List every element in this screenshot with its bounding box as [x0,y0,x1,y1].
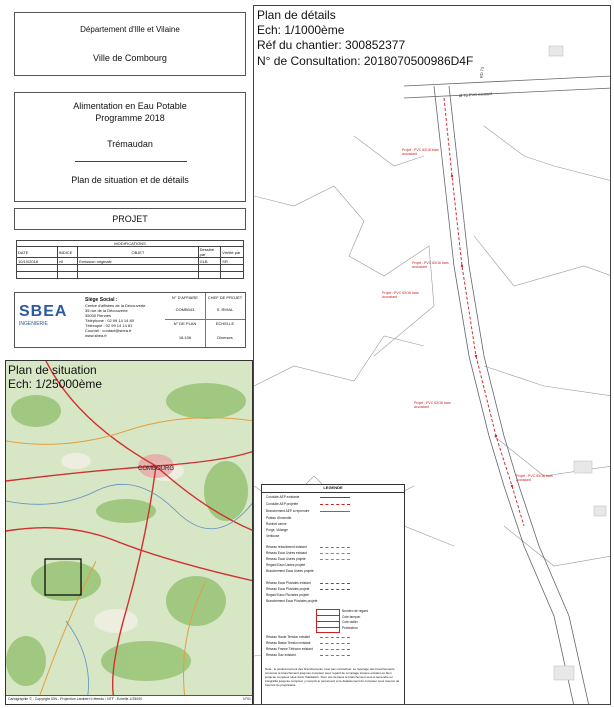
road-label-2: RD 73 [478,66,485,79]
cell [57,272,77,279]
legend-item: Poteau d'incendie [266,516,292,520]
detail-title: Plan de détails [257,8,336,22]
company-address [85,297,165,338]
cell: SR [221,258,244,265]
cell [221,272,244,279]
legend-item: Robinet vanne [266,522,287,526]
col-dessine: Dessiné par [198,247,221,258]
title-block [10,10,247,350]
chef-value: S. RIHAL [216,307,234,312]
situation-map-image [6,361,253,705]
detail-chantier: Réf du chantier: 300852377 [257,38,406,52]
legend-item: Réseau Basse Tension existant [266,641,311,645]
legend-line [320,547,350,548]
echelle-label: ECHELLE [215,321,235,326]
legend-item: Réseau Eaux Pluviales projeté [266,587,310,591]
location-label: Trémaudan [107,139,153,149]
address-line: Courriel : contact@sbea.fr [85,328,132,333]
projet-label: Projet : PVC 63/16 bars accostant [382,291,419,299]
legend-line [320,649,350,650]
cell: v0 [57,258,77,265]
annotation-label: Numéro de regard [342,609,368,613]
legend-item: Réseau Eaux Usées existant [266,551,307,555]
legend-line [320,497,350,498]
cell: GLB [198,258,221,265]
annotation-labels [342,609,368,631]
address-line: 35 rue de la Découverte [85,308,128,313]
table-row [17,258,244,265]
legend-item: Réseau Eaux Usées projeté [266,557,306,561]
annotation-box [316,609,340,633]
status-label: PROJET [112,214,148,224]
col-indice: INDICE [57,247,77,258]
plan-no-label: N° DE PLAN [173,321,197,326]
cell [78,272,198,279]
cell [221,265,244,272]
echelle-value: Diverses [217,335,233,340]
address-line: Télécopie : 02 99 14 14 81 [85,323,133,328]
legend-item: Regard Eaux Usées projeté [266,563,306,567]
legend-item: Conduite AEP projetée [266,502,299,506]
projet-label: Projet : PVC 63/16 bars accostant [402,148,439,156]
legend-item: Conduite AEP existante [266,495,300,499]
cell [17,272,58,279]
grid-line [165,319,245,320]
company-box [14,292,246,348]
legend-line [320,511,350,512]
detail-scale: Ech: 1/1000ème [257,23,345,37]
legend-item: Réseau Haute Tension existant [266,635,311,639]
projet-label: Projet : PVC 63/16 bars accostant [412,261,449,269]
legend-line [320,637,350,638]
legend-line [320,504,350,505]
cell [17,265,58,272]
commune-label: Ville de Combourg [93,53,167,63]
legend-title: LEGENDE [262,485,404,493]
legend-line [320,589,350,590]
legend-item: Réseau France Télécom existant [266,647,313,651]
project-info-grid [165,293,245,347]
legend-line [320,583,350,584]
situation-footer [6,695,253,704]
address-line: www.sbea.fr [85,333,107,338]
legend-item: Réseau Eaux Pluviales existant [266,581,311,585]
projet-label: Projet : PVC 63/16 bars accostant [516,474,553,482]
legend-item: Branchement Eaux Usées projeté [266,569,314,573]
cell [57,265,77,272]
legend-item: Regard Eaux Pluviales projeté [266,593,309,597]
detail-consultation: N° de Consultation: 2018070500986D4F [257,54,474,68]
legend-line [320,643,350,644]
situation-map [5,360,253,705]
legend-line [320,655,350,656]
table-header-row [17,247,244,258]
legend-line [320,559,350,560]
cell [198,272,221,279]
logo-subtitle: INGENIERIE [19,321,48,327]
plan-type-label: Plan de situation et de détails [71,175,189,185]
road-label: Ø 75 PVC existant [458,90,493,99]
department-box [14,12,246,76]
annotation-label: Cote tampon [342,614,361,619]
plan-no-value: 18.106 [178,335,192,340]
annotation-label: Profondeur [342,625,358,630]
chef-label: CHEF DE PROJET [207,295,243,300]
col-date: DATE [17,247,58,258]
logo-text: SBEA [19,303,68,320]
program-title: Alimentation en Eau Potable [73,101,187,111]
address-line: 35000 Rennes [85,313,112,318]
program-box [14,92,246,202]
footer-page: N°01 [243,697,251,701]
footer-text: Cartographie © - Copyright IGN - Projection Lambert II étendu / NTF - Echelle 1/25000 [8,697,143,701]
town-label: COMBOURG [138,466,174,472]
program-year: Programme 2018 [95,113,165,123]
modifications-table [16,240,244,279]
legend-item: Réseau Gaz existant [266,653,296,657]
cell: 10/10/2018 [17,258,58,265]
detail-map [253,5,611,705]
projet-label: Projet : PVC 63/16 bars accostant [414,401,451,409]
siege-title: Siège Social : [85,297,118,303]
modifications-title: MODIFICATIONS [16,240,244,246]
situation-title: Plan de situation [8,363,97,377]
status-box [14,208,246,230]
table-row [17,272,244,279]
legend-line [320,553,350,554]
situation-scale: Ech: 1/25000ème [8,377,103,391]
legend-item: Branchement AEP à reprendre [266,509,310,513]
legend-item: Ventouse [266,534,280,538]
cell: Emission originale [78,258,198,265]
affaire-value: COMB043 [175,307,195,312]
grid-line [205,293,206,347]
legend-item: Purge, Vidange [266,528,288,532]
modifications-grid [16,246,244,279]
divider [75,161,187,162]
legend-item: Branchement Eaux Pluviales projeté [266,599,318,603]
affaire-label: N° D'AFFAIRE [172,295,198,300]
legend-item: Réseau refoulement existant [266,545,307,549]
annotation-label: Cote radier [342,620,358,624]
col-verifie: Vérifié par [221,247,244,258]
cell [198,265,221,272]
department-label: Département d'Ille et Vilaine [80,25,180,34]
address-line: Téléphone : 02 99 14 14 80 [85,318,134,323]
col-objet: OBJET [78,247,198,258]
legend-note: Nota : le positionnement des branchements n'est pas contractuel. Le repérage des branchements concerne le branchement jusqu'au compteur avec regard de comptage lorsque existant ou bien jusqu'au compteur situé dans l'habitation. Pour ces derniers le branchement sera à reprendre en intégralité jusqu'au compteur y compris le percement et le déplacement du compteur sous réserve de l'accord du propriétaire. [265,667,400,687]
table-row [17,265,244,272]
company-logo [19,303,69,341]
address-line: Centre d'affaires de la Découverte [85,303,146,308]
legend-box [261,484,405,705]
cell [78,265,198,272]
